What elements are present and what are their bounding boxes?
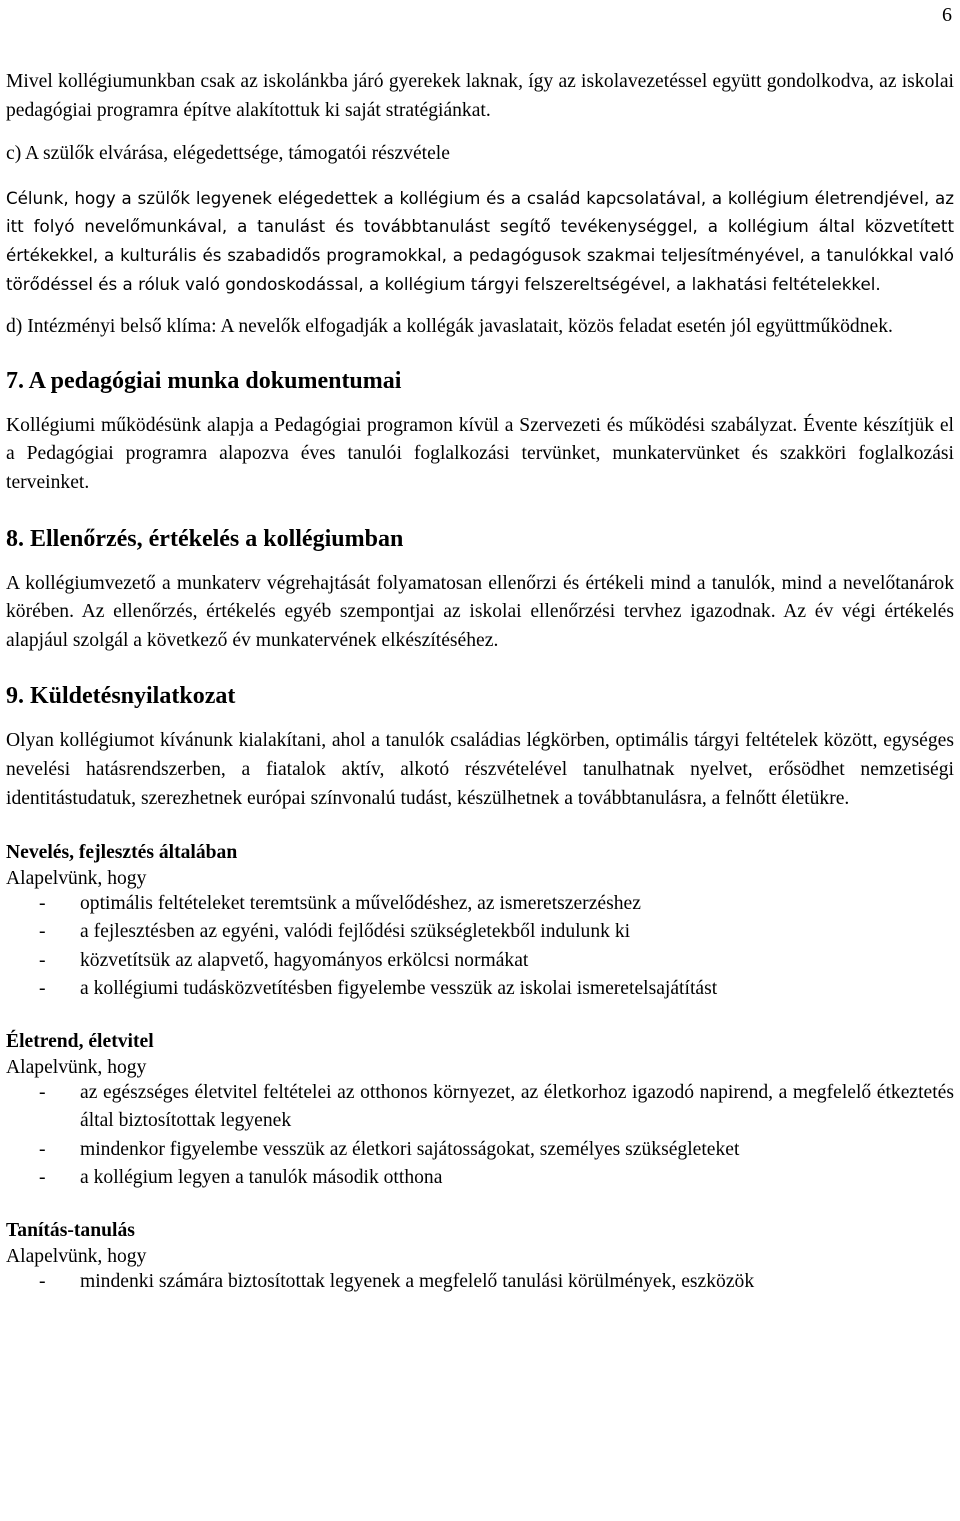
group-intro: Alapelvünk, hogy <box>6 1056 147 1078</box>
section-8-body: A kollégiumvezető a munkaterv végrehajtását folyamatosan ellenőrzi és értékeli mind a tanulók, mind a nevelőtanárok körében. Az ellenőrzés, értékelés egyéb szempontjai az iskolai ellenőrzési tervhez igazodnak. Az év végi értékelés alapjául szolgál a következő év munkatervének elkészítéséhez. <box>6 572 954 651</box>
group-eletrend <box>6 1028 954 1193</box>
list-item: - optimális feltételeket teremtsünk a művelődéshez, az ismeretszerzéshez <box>6 890 954 919</box>
group-title: Tanítás-tanulás <box>6 1220 135 1242</box>
bullet-list <box>6 1268 954 1297</box>
bullet-list <box>6 890 954 1004</box>
section-9-heading: 9. Küldetésnyilatkozat <box>6 683 236 710</box>
dash-marker: - <box>39 949 46 971</box>
group-title: Nevelés, fejlesztés általában <box>6 842 238 864</box>
group-title: Életrend, életvitel <box>6 1031 154 1053</box>
section-7-body: Kollégiumi működésünk alapja a Pedagógiai programon kívül a Szervezeti és működési szabályzat. Évente készítjük el a Pedagógiai programra alapozva éves tanulói foglalkozási tervünket, munkatervünket és szakköri foglalkozási terveinket. <box>6 414 954 493</box>
list-item: - az egészséges életvitel feltételei az otthonos környezet, az életkorhoz igazodó napirend, a megfelelő étkeztetés által biztosítottak legyenek <box>6 1079 954 1136</box>
list-item: - a kollégiumi tudásközvetítésben figyelembe vesszük az iskolai ismeretelsajátítást <box>6 975 954 1004</box>
list-item: - a kollégium legyen a tanulók második otthona <box>6 1164 954 1193</box>
section-c-body: Célunk, hogy a szülők legyenek elégedettek a kollégium és a család kapcsolatával, a kollégium életrendjével, az itt folyó nevelőmunkával, a tanulást és továbbtanulást segítő tevékenységgel, a kollégium által közvetített értékekkel, a kulturális és szabadidős programokkal, a pedagógusok szakmai teljesítményével, a tanulókkal való törődéssel és a róluk való gondoskodással, a kollégium tárgyi felszereltségével, a lakhatási feltételekkel. <box>6 187 954 294</box>
list-item: - közvetítsük az alapvető, hagyományos erkölcsi normákat <box>6 947 954 976</box>
bullet-list <box>6 1079 954 1193</box>
dash-marker: - <box>39 1270 46 1292</box>
document-body <box>6 68 954 1320</box>
section-d-paragraph: d) Intézményi belső klíma: A nevelők elfogadják a kollégák javaslatait, közös feladat esetén jól együttműködnek. <box>6 316 893 338</box>
dash-marker: - <box>39 1081 46 1103</box>
dash-marker: - <box>39 921 46 943</box>
section-8-heading: 8. Ellenőrzés, értékelés a kollégiumban <box>6 525 404 552</box>
section-9-body: Olyan kollégiumot kívánunk kialakítani, ahol a tanulók családias légkörben, optimális tárgyi feltételek között, egységes nevelési hatásrendszerben, a fiatalok aktív, alkotó részvételével tanulhatnak nyelvet, erősödhet nemzetiségi identitástudatuk, szerezhetnek európai színvonalú tudást, készülhetnek a továbbtanulásra, a felnőtt életükre. <box>6 730 954 809</box>
dash-marker: - <box>39 978 46 1000</box>
group-neveles <box>6 839 954 1004</box>
list-item: - mindenkor figyelembe vesszük az életkori sajátosságokat, személyes szükségleteket <box>6 1136 954 1165</box>
page-number: 6 <box>942 4 952 26</box>
group-intro: Alapelvünk, hogy <box>6 1245 147 1267</box>
section-c-title: c) A szülők elvárása, elégedettsége, támogatói részvétele <box>6 143 450 165</box>
dash-marker: - <box>39 1167 46 1189</box>
intro-paragraph: Mivel kollégiumunkban csak az iskolánkba járó gyerekek laknak, így az iskolavezetéssel együtt gondolkodva, az iskolai pedagógiai programra építve alakítottuk ki saját stratégiánkat. <box>6 71 954 121</box>
dash-marker: - <box>39 892 46 914</box>
dash-marker: - <box>39 1138 46 1160</box>
list-item: - mindenki számára biztosítottak legyenek a megfelelő tanulási körülmények, eszközök <box>6 1268 954 1297</box>
group-tanitas <box>6 1217 954 1296</box>
group-intro: Alapelvünk, hogy <box>6 867 147 889</box>
list-item: - a fejlesztésben az egyéni, valódi fejlődési szükségletekből indulunk ki <box>6 918 954 947</box>
section-7-heading: 7. A pedagógiai munka dokumentumai <box>6 367 402 394</box>
